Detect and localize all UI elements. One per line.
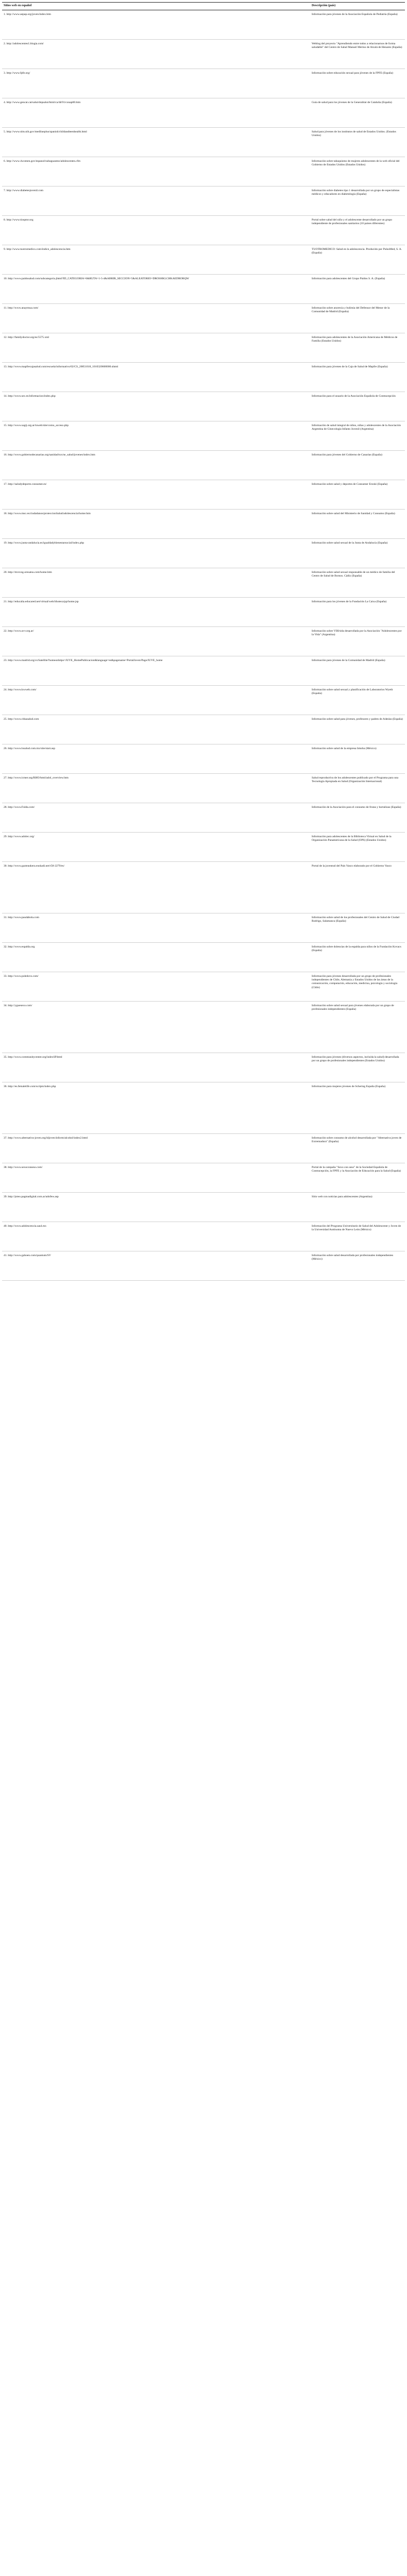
site-description: Portal de la juventud del País Vasco elaborado por el Gobierno Vasco [310, 861, 405, 913]
table-body [2, 10, 405, 1280]
site-url[interactable]: 36. http://es.femalelife.com/scripts/index.php [2, 1082, 310, 1133]
table-row [2, 656, 405, 685]
site-url[interactable]: 30. http://www.gazteaukera.euskadi.net/r58-2279/es/ [2, 861, 310, 913]
site-url[interactable]: 19. http://www.junta-andalucia.es/igualdadybienestarsocial/index.php [2, 538, 310, 568]
site-description: Información para adolescentes de la Biblioteca Virtual en Salud de la Organización Panamericana de la Salud (OPS) (Estados Unidos) [310, 832, 405, 861]
site-url[interactable]: 17. http://saludydeporte.consumer.es/ [2, 480, 310, 509]
table-row [2, 69, 405, 98]
table-row [2, 98, 405, 127]
site-url[interactable]: 2. http://adolescentes1.blogia.com/ [2, 39, 310, 69]
table-row [2, 685, 405, 715]
table-row [2, 913, 405, 942]
site-url[interactable]: 25. http://www.chkasalud.com [2, 715, 310, 744]
site-description: Weblog del proyecto "Aprendiendo entre todos a relacionarnos de forma saludable" del Centro de Salud Manuel Merino de Alcalá de Henares (España) [310, 39, 405, 69]
table-row [2, 245, 405, 274]
table-row [2, 39, 405, 69]
site-description: Información para adolescentes de la Asociación Americana de Médicos de Familia (Estados Unidos) [310, 333, 405, 362]
site-url[interactable]: 11. http://www.anaymua.com/ [2, 303, 310, 333]
site-description: Salud para jóvenes de los institutos de salud de Estados Unidos. (Estados Unidos) [310, 127, 405, 157]
site-url[interactable]: 31. http://www.paudabola.com [2, 913, 310, 942]
site-url[interactable]: 41. http://www.gahoen.com/quantum/SV [2, 1251, 310, 1280]
table-row [2, 744, 405, 773]
table-row [2, 715, 405, 744]
site-url[interactable]: 18. http://www.msc.es/ciudadanos/proteccionSalud/adolescencia/home.htm [2, 509, 310, 538]
header-description: Descripción (país) [310, 3, 405, 10]
site-description: Información para jóvenes de la Comunidad de Madrid (España) [310, 656, 405, 685]
site-url[interactable]: 14. http://www.sec.es/informacion/index.php [2, 392, 310, 421]
site-url[interactable]: 21. http://educalia.educared.net/virtual/web/ithoteca/pp/home.jsp [2, 597, 310, 626]
site-url[interactable]: 38. http://www.sexoconseso.com/ [2, 1163, 310, 1192]
page [0, 0, 407, 1283]
table-row [2, 773, 405, 803]
site-url[interactable]: 28. http://www.Fulda.com/ [2, 803, 310, 832]
table-row [2, 274, 405, 303]
site-url[interactable]: 16. http://www.gobiernodecanarias.org/sanidad/scs/se_salud/jovenes/index.htm [2, 450, 310, 480]
site-url[interactable]: 35. http://www.communitycenter.org/indexSP.html [2, 1053, 310, 1082]
site-description: Información sobre salud sexual responsable de un médico de familia del Centro de Salud de Bornos. Cádiz (España) [310, 568, 405, 597]
table-row [2, 215, 405, 245]
table-row [2, 333, 405, 362]
site-description: TUOTROMEDICO: Salud en la adolescencia. Producido por PulsoMed, S. A. (España) [310, 245, 405, 274]
site-url[interactable]: 9. http://www.tuotromedico.com/indice_adolescencia.htm [2, 245, 310, 274]
table-row [2, 421, 405, 450]
table-row [2, 942, 405, 972]
site-url[interactable]: 6. http://www.4women.gov/espanol/subaguasmo/adolescentes.cfm [2, 157, 310, 186]
site-description: Información para jóvenes desarrollada por un grupo de profesionales independientes de Chile, Alemania y Estados Unidos de las áreas de la comunicación, computación, educación, medicina, psicología y sociología (Chile) [310, 972, 405, 1001]
site-url[interactable]: 5. http://www.nlm.nih.gov/medlineplus/spanish/childandteenhealth.html [2, 127, 310, 157]
table-row [2, 1001, 405, 1053]
site-description: Información para jóvenes de la Caja de Salud de Mapfre (España) [310, 362, 405, 392]
table-row [2, 480, 405, 509]
site-description: Información sobre salud desarrollada por profesionales independientes (México) [310, 1251, 405, 1280]
table-row [2, 1251, 405, 1280]
site-description: Información sobre VIH/sida desarrollada por la Asociación "Adolescentes por la Vida" (Argentina) [310, 626, 405, 656]
site-description: Información sobre salud sexual para jóvenes elaborada por un grupo de profesionales independientes (España) [310, 1001, 405, 1053]
site-url[interactable]: 24. http://www.kwweb.com/ [2, 685, 310, 715]
table-row [2, 1163, 405, 1192]
table-row [2, 1133, 405, 1163]
table-row [2, 803, 405, 832]
site-description: Información de salud integral de niños, niñas y adolescentes de la Asociación Argentina de Ginecología Infanto Juvenil (Argentina) [310, 421, 405, 450]
table-row [2, 509, 405, 538]
site-url[interactable]: 20. http://mvsvsg.oresatsu.com/home.htm [2, 568, 310, 597]
site-description: Información sobre salud y deportes de Consumer Eroski (España) [310, 480, 405, 509]
site-url[interactable]: 8. http://www.tiosptor.org [2, 215, 310, 245]
site-url[interactable]: 34. http://yguesexo.com/ [2, 1001, 310, 1053]
site-url[interactable]: 15. http://www.sagij.org.ar/tuweb/site/como_acceso.php [2, 421, 310, 450]
table-row [2, 568, 405, 597]
site-url[interactable]: 22. http://www.avv.org.ar/ [2, 626, 310, 656]
table-row [2, 186, 405, 215]
table-row [2, 450, 405, 480]
site-description: Información sobre consumo de alcohol desarrollada por "Alternativa joven de Extremadura" (España) [310, 1133, 405, 1163]
table-row [2, 832, 405, 861]
site-url[interactable]: 12. http://familydoctor.org/es/5575.xml [2, 333, 310, 362]
site-description: Salud reproductiva de los adolescentes publicado por el Programa para una Tecnología Apropiada en Salud (Organización Internacional) [310, 773, 405, 803]
table-row [2, 10, 405, 39]
table-row [2, 972, 405, 1001]
site-description: Información sobre educación sexual para jóvenes de la FPFE (España) [310, 69, 405, 98]
table-row [2, 1192, 405, 1222]
table-row [2, 303, 405, 333]
site-url[interactable]: 10. http://www.paidosalud.com/subcategoria.jhtml?ID_CATEGORIA=6&RUTA=1-5-4&ABRIR_SECCION=5&ALEATORIO=DROSHKLCHKAEDRORQW [2, 274, 310, 303]
table-row [2, 157, 405, 186]
site-url[interactable]: 1. http://www.aepap.org/joven/index.htm [2, 10, 310, 39]
site-description: Información para jóvenes de la Asociación Española de Pediatría (España) [310, 10, 405, 39]
site-description: Información para los jóvenes de la Fundación La Caixa (España) [310, 597, 405, 626]
site-url[interactable]: 29. http://www.adolec.org/ [2, 832, 310, 861]
header-site: Sitios web en español [2, 3, 310, 10]
table-row [2, 392, 405, 421]
site-url[interactable]: 27. http://www.icmer.org/RHO/html/adol_overview.htm [2, 773, 310, 803]
site-description: Información para mujeres jóvenes de Schering España (España) [310, 1082, 405, 1133]
site-url[interactable]: 7. http://www.diabetesjuvenil.com [2, 186, 310, 215]
site-description: Información de la Asociación para el consumo de frutas y hortalizas (España) [310, 803, 405, 832]
site-url[interactable]: 32. http://www.espalda.org [2, 942, 310, 972]
table-row [2, 861, 405, 913]
table-row [2, 1222, 405, 1251]
site-description: Información para el usuario de la Asociación Española de Contracepción [310, 392, 405, 421]
site-description: Información sobre salud de los profesionales del Centro de Salud de Ciudad Rodrigo, Salamanca (España) [310, 913, 405, 942]
table-row [2, 1082, 405, 1133]
site-url[interactable]: 26. http://www.losalud.com.mx/site/start.asp [2, 744, 310, 773]
site-description: Información para jóvenes (diversos aspectos, incluida la salud) desarrollada por un grupo de profesionales independientes (Estados Unidos) [310, 1053, 405, 1082]
table-row [2, 127, 405, 157]
site-description: Información sobre tabaquismo de mujeres adolescentes de la web oficial del Gobierno de Estados Unidos (Estados Unidos) [310, 157, 405, 186]
site-url[interactable]: 4. http://www.gencat.cat/salut/depsalut/html/ca/dir91/conap00.htm [2, 98, 310, 127]
site-description: Guía de salud para los jóvenes de la Generalitat de Cataluña (España) [310, 98, 405, 127]
table-row [2, 362, 405, 392]
site-description: Información sobre salud para jóvenes, profesores y padres de Adeslas (España) [310, 715, 405, 744]
site-description: Información sobre anorexia y bulimia del Defensor del Menor de la Comunidad de Madrid (España) [310, 303, 405, 333]
site-url[interactable]: 23. http://www.madrid.org/cs/Satellite?homeonhttps=JUVE_HomePublicacion&language=es&pagename=PortalJoven/Page/JUVE_home [2, 656, 310, 685]
site-description: Información sobre salud sexual de la Junta de Andalucía (España) [310, 538, 405, 568]
site-description: Información del Programa Universitario de Salud del Adolescente y Joven de la Universidad Autónoma de Nuevo León (México) [310, 1222, 405, 1251]
site-description: Información sobre dolencias de la espalda para niños de la Fundación Kovacs (España) [310, 942, 405, 972]
table-row [2, 597, 405, 626]
table-row [2, 538, 405, 568]
table-row [2, 626, 405, 656]
table-header-row [2, 3, 405, 10]
site-url[interactable]: 13. http://www.mapfrecajasalud.com/escuela/informativo/02/CS_20051018_1010320600000.shtml [2, 362, 310, 392]
sites-table [2, 2, 405, 1281]
site-description: Portal sobre salud del niño y el adolescente desarrollado por un grupo independiente de profesionales sanitarios (10 países diferentes) [310, 215, 405, 245]
site-url[interactable]: 39. http://joteo.pagmadigital.com.ar/adofew.asp [2, 1192, 310, 1222]
site-description: Información sobre salud de la empresa Inkoba (México) [310, 744, 405, 773]
site-description: Portal de la campaña "Sexo con seso" de la Sociedad Española de Contracepción, la FPFE y la Asociación de Educación para la Salud (España) [310, 1163, 405, 1192]
site-url[interactable]: 37. http://www.alternativa-joven.org/idjoven/inform/alcohol/index2.html [2, 1133, 310, 1163]
site-description: Información sobre diabetes tipo 1 desarrollada por un grupo de especialistas médicos y educadores en diabetología (España) [310, 186, 405, 215]
table-row [2, 1053, 405, 1082]
site-description: Información para jóvenes del Gobierno de Canarias (España) [310, 450, 405, 480]
site-description: Información sobre salud del Ministerio de Sanidad y Consumo (España) [310, 509, 405, 538]
site-url[interactable]: 40. http://www.adolescencia.uaul.mx [2, 1222, 310, 1251]
site-url[interactable]: 3. http://www.fpfe.org/ [2, 69, 310, 98]
site-description: Información sobre salud sexual y planificación de Laboratorios Wyeth (España) [310, 685, 405, 715]
site-url[interactable]: 33. http://www.poledovs.com/ [2, 972, 310, 1001]
site-description: Sitio web con noticias para adolescentes (Argentina) [310, 1192, 405, 1222]
site-description: Información para adolescentes del Grupo Paidos S. A. (España) [310, 274, 405, 303]
